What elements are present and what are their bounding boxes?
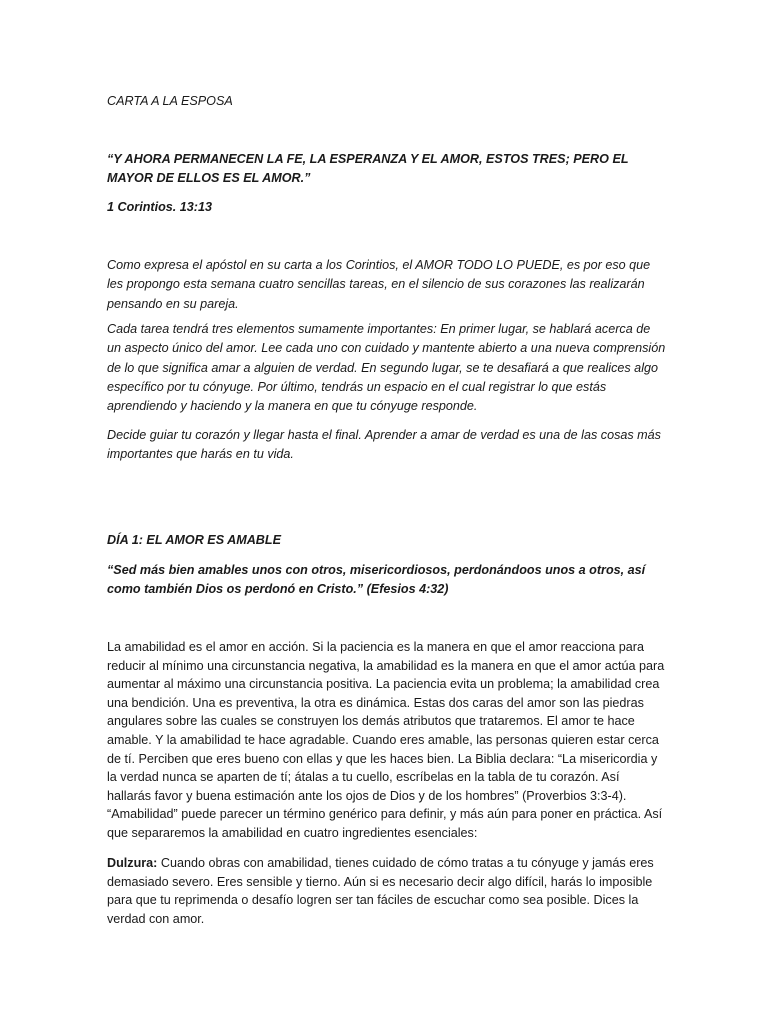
day1-heading: DÍA 1: EL AMOR ES AMABLE — [107, 533, 281, 547]
intro-paragraph: Decide guiar tu corazón y llegar hasta el final. Aprender a amar de verdad es una de las cosas más importantes que harás en tu vida. — [107, 428, 661, 462]
ingredient-text: Cuando obras con amabilidad, tienes cuidado de cómo tratas a tu cónyuge y jamás eres demasiado severo. Eres sensible y tierno. Aún si es necesario decir algo difícil, harás lo imposible para que tu reprimenda o desafío logren ser tan fáciles de escuchar como sea posible. Dices la verdad con amor. — [107, 856, 654, 926]
ingredient-paragraph — [107, 854, 667, 928]
document-title: CARTA A LA ESPOSA — [107, 94, 233, 108]
day1-verse: “Sed más bien amables unos con otros, misericordiosos, perdonándoos unos a otros, así como también Dios os perdonó en Cristo.” (Efesios 4:32) — [107, 563, 646, 597]
intro-paragraph: Como expresa el apóstol en su carta a los Corintios, el AMOR TODO LO PUEDE, es por eso que les propongo esta semana cuatro sencillas tareas, en el silencio de sus corazones las realizarán pensando en su pareja. — [107, 258, 651, 311]
ingredient-term: Dulzura: — [107, 856, 158, 870]
epigraph-reference: 1 Corintios. 13:13 — [107, 200, 212, 214]
intro-paragraph: Cada tarea tendrá tres elementos sumamente importantes: En primer lugar, se hablará acerca de un aspecto único del amor. Lee cada uno con cuidado y mantente abierto a una nueva comprensión de lo que significa amar a alguien de verdad. En segundo lugar, se te desafiará a que realices algo específico por tu cónyuge. Por último, tendrás un espacio en el cual registrar lo que estás aprendiendo y haciendo y la manera en que tu cónyuge responde. — [107, 322, 666, 414]
epigraph-quote: “Y AHORA PERMANECEN LA FE, LA ESPERANZA Y EL AMOR, ESTOS TRES; PERO EL MAYOR DE ELLOS ES EL AMOR.” — [107, 152, 629, 186]
day1-paragraph: La amabilidad es el amor en acción. Si la paciencia es la manera en que el amor reacciona para reducir al mínimo una circunstancia negativa, la amabilidad es la manera en que el amor actúa para aumentar al máximo una circunstancia positiva. La paciencia evita un problema; la amabilidad crea una bendición. Una es preventiva, la otra es dinámica. Estas dos caras del amor son las piedras angulares sobre las cuales se construyen los demás atributos que trataremos. El amor te hace amable. Y la amabilidad te hace agradable. Cuando eres amable, las personas quieren estar cerca de tí. Perciben que eres bueno con ellas y que les haces bien. La Biblia declara: “La misericordia y la verdad nunca se aparten de tí; átalas a tu cuello, escríbelas en la tabla de tu corazón. Así hallarás favor y buena estimación ante los ojos de Dios y de los hombres” (Proverbios 3:3-4). “Amabilidad” puede parecer un término genérico para definir, y más aún para poner en práctica. Así que separaremos la amabilidad en cuatro ingredientes esenciales: — [107, 640, 665, 840]
